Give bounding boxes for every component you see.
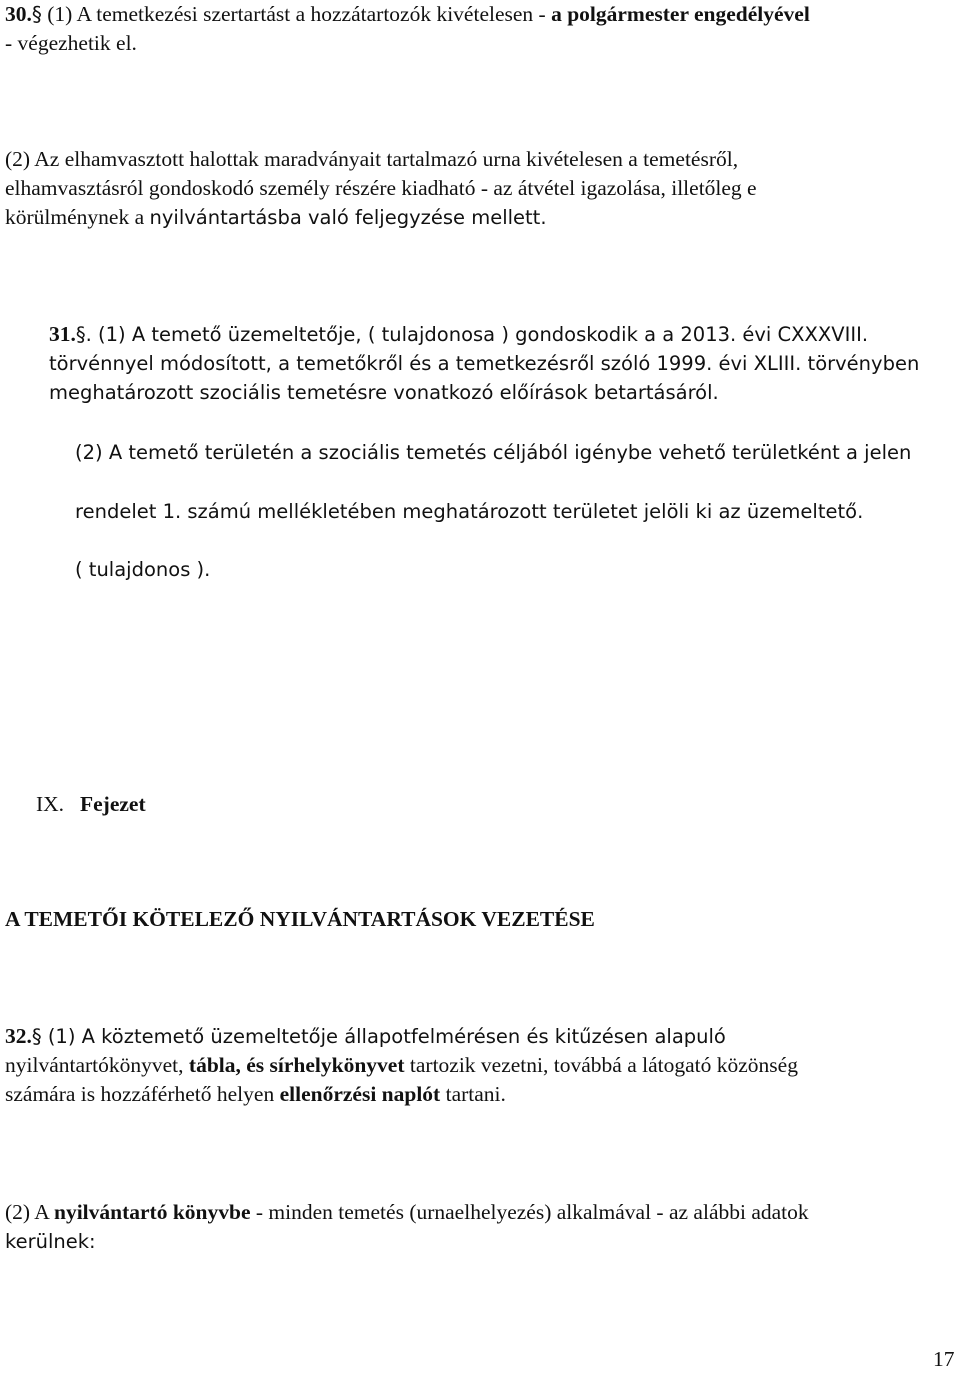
- chapter-title: Fejezet: [80, 792, 146, 816]
- chapter-roman: IX.: [36, 792, 65, 816]
- paragraph-text-line2: - végezhetik el.: [5, 31, 137, 55]
- paragraph-text: számára is hozzáférhető helyen: [5, 1082, 280, 1106]
- paragraph-line-sans: kerülnek:: [5, 1230, 96, 1253]
- paragraph-line: törvénnyel módosított, a temetőkről és a temetkezésről szóló 1999. évi XLIII. törvényben: [49, 352, 920, 375]
- paragraph-30-2: [5, 145, 757, 232]
- paragraph-text: (2) A: [5, 1200, 54, 1224]
- paragraph-line: meghatározott szociális temetésre vonatkozó előírások betartásáról.: [49, 381, 719, 404]
- section-number: 30.: [5, 2, 32, 26]
- paragraph-line-sans: (1) A köztemető üzemeltetője állapotfelmérésen és kitűzésen alapuló: [41, 1025, 726, 1048]
- paragraph-text: (1) A temetkezési szertartást a hozzátartozók kivételesen -: [41, 2, 552, 26]
- paragraph-text: tartozik vezetni, továbbá a látogató közönség: [404, 1053, 798, 1077]
- paragraph-line: körülménynek a: [5, 205, 150, 229]
- section-number: 31.: [49, 322, 76, 346]
- section-number: 32.: [5, 1024, 32, 1048]
- paragraph-text: - minden temetés (urnaelhelyezés) alkalmával - az alábbi adatok: [250, 1200, 809, 1224]
- paragraph-31-2-line2: rendelet 1. számú mellékletében meghatározott területet jelöli ki az üzemeltető.: [75, 500, 864, 523]
- paragraph-line: (2) Az elhamvasztott halottak maradványait tartalmazó urna kivételesen a temetésről,: [5, 147, 739, 171]
- paragraph-32-2: [5, 1198, 809, 1256]
- paragraph-31-1: [49, 320, 919, 407]
- section-sign: §: [31, 2, 42, 26]
- paragraph-line: elhamvasztásról gondoskodó személy részére kiadható - az átvétel igazolása, illetőleg e: [5, 176, 757, 200]
- page-number: 17: [933, 1347, 955, 1371]
- bold-phrase: tábla, és sírhelykönyvet: [188, 1053, 405, 1077]
- paragraph-30-1: [5, 0, 810, 58]
- paragraph-32-1: [5, 1022, 798, 1109]
- paragraph-31-2-line3: ( tulajdonos ).: [75, 558, 211, 581]
- paragraph-31-2-line1: (2) A temető területén a szociális temetés céljából igénybe vehető területként a jelen: [75, 441, 912, 464]
- bold-phrase: ellenőrzési naplót: [279, 1082, 441, 1106]
- bold-phrase: nyilvántartó könyvbe: [53, 1200, 251, 1224]
- chapter-heading: A TEMETŐI KÖTELEZŐ NYILVÁNTARTÁSOK VEZETÉSE: [5, 907, 595, 931]
- bold-phrase: a polgármester engedélyével: [551, 2, 810, 26]
- section-sign: §: [75, 323, 86, 346]
- paragraph-text: nyilvántartókönyvet,: [5, 1053, 189, 1077]
- paragraph-line-sans: nyilvántartásba való feljegyzése mellett.: [149, 206, 547, 229]
- paragraph-line-sans: . (1) A temető üzemeltetője, ( tulajdonosa ) gondoskodik a a 2013. évi CXXXVIII.: [85, 323, 869, 346]
- section-sign: §: [31, 1025, 42, 1048]
- paragraph-text: tartani.: [440, 1082, 506, 1106]
